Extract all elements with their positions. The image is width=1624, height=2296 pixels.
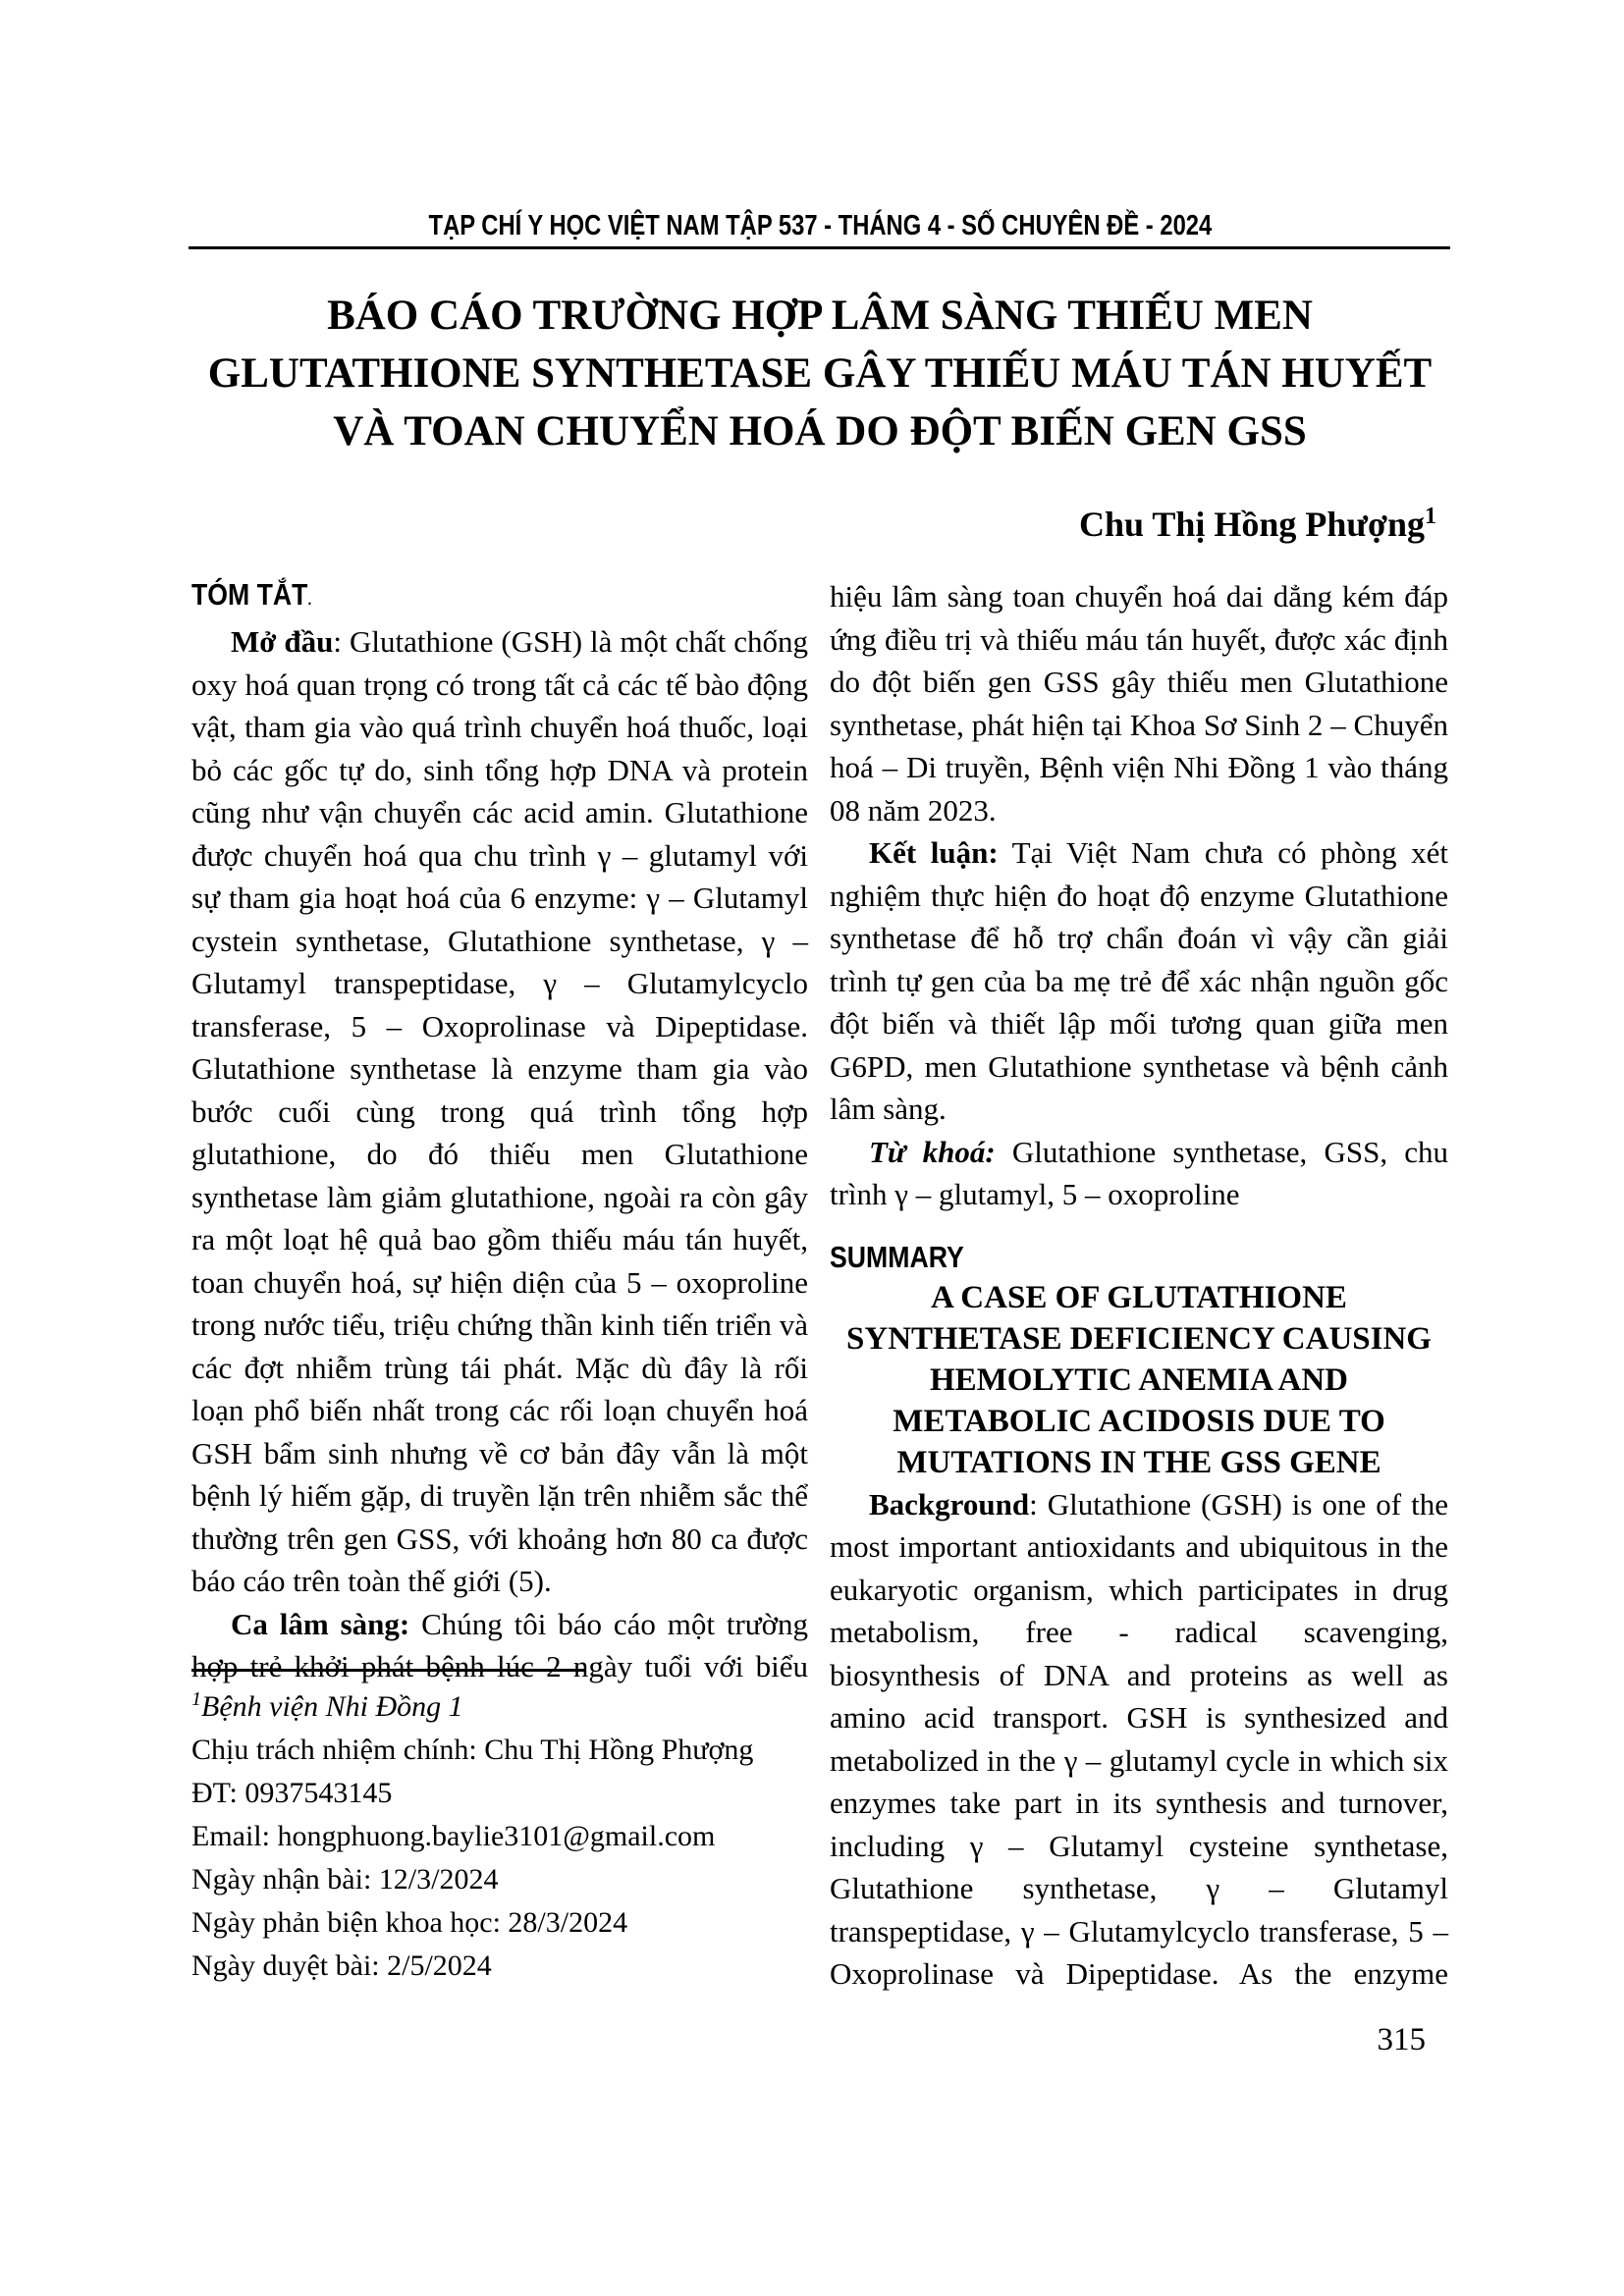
article-title <box>191 287 1448 460</box>
summary-en-title-line-2: SYNTHETASE DEFICIENCY CAUSING <box>846 1320 1432 1357</box>
summary-en-title-line-3: HEMOLYTIC ANEMIA AND <box>929 1362 1349 1398</box>
abstract-vi-keywords-text: Glutathione synthetase, GSS, chu trình γ – glutamyl, 5 – oxoproline <box>830 1134 1448 1211</box>
summary-en-background <box>830 1483 1448 1996</box>
right-column <box>830 575 1448 1996</box>
abstract-vi-case-text: Chúng tôi báo cáo một trường hợp trẻ khởi phát bệnh lúc 2 ngày tuổi với biểu <box>191 1606 808 1683</box>
abstract-vi-paragraph-intro <box>191 620 808 1603</box>
summary-en-title-line-4: METABOLIC ACIDOSIS DUE TO <box>893 1403 1385 1439</box>
article-title-line-1: BÁO CÁO TRƯỜNG HỢP LÂM SÀNG THIẾU MEN <box>327 293 1313 339</box>
author-name: Chu Thị Hồng Phượng <box>1078 505 1425 544</box>
footnote-divider <box>191 1669 584 1672</box>
footnote-phone: ĐT: 0937543145 <box>191 1777 393 1809</box>
summary-en-title-line-5: MUTATIONS IN THE GSS GENE <box>896 1444 1381 1480</box>
abstract-vi-heading <box>191 575 808 620</box>
article-title-line-2: GLUTATHIONE SYNTHETASE GÂY THIẾU MÁU TÁN HUYẾT <box>207 350 1433 397</box>
left-column <box>191 575 808 1688</box>
article-title-line-3: VÀ TOAN CHUYỂN HOÁ DO ĐỘT BIẾN GEN GSS <box>333 408 1307 454</box>
abstract-vi-case-label: Ca lâm sàng: <box>231 1606 410 1641</box>
footnote-affiliation <box>191 1685 808 1729</box>
footnote-review-date: Ngày phản biện khoa học: 28/3/2024 <box>191 1906 628 1939</box>
journal-running-head-text: TẠP CHÍ Y HỌC VIỆT NAM TẬP 537 - THÁNG 4 - SỐ CHUYÊN ĐỀ - 2024 <box>428 210 1212 241</box>
footnote-block <box>191 1669 808 1988</box>
summary-en-heading <box>830 1238 1448 1277</box>
summary-en-heading-text: SUMMARY <box>830 1239 964 1274</box>
abstract-vi-conclusion-label: Kết luận: <box>869 835 999 870</box>
footnote-affiliation-marker: 1 <box>191 1688 201 1710</box>
abstract-vi-intro-label: Mở đầu <box>231 624 334 659</box>
journal-running-head <box>191 209 1448 242</box>
abstract-vi-keywords <box>830 1131 1448 1216</box>
header-divider <box>189 246 1450 249</box>
abstract-vi-case-continuation: hiệu lâm sàng toan chuyển hoá dai dẳng kém đáp ứng điều trị và thiếu máu tán huyết, được xác định do đột biến gen GSS gây thiếu men Glutathione synthetase, phát hiện tại Khoa Sơ Sinh 2 – Chuyển hoá – Di truyền, Bệnh viện Nhi Đồng 1 vào tháng 08 năm 2023. <box>830 579 1448 828</box>
abstract-vi-paragraph-conclusion <box>830 831 1448 1131</box>
footnote-affiliation-text: Bệnh viện Nhi Đồng 1 <box>201 1690 463 1723</box>
author-affiliation-marker: 1 <box>1425 504 1436 529</box>
abstract-vi-intro-text: : Glutathione (GSH) là một chất chống oxy hoá quan trọng có trong tất cả các tế bào động vật, tham gia vào quá trình chuyển hoá thuốc, loại bỏ các gốc tự do, sinh tổng hợp DNA và protein cũng như vận chuyển các acid amin. Glutathione được chuyển hoá qua chu trình γ – glutamyl với sự tham gia hoạt hoá của 6 enzyme: γ – Glutamyl cystein synthetase, Glutathione synthetase, γ – Glutamyl transpeptidase, γ – Glutamylcyclo transferase, 5 – Oxoprolinase và Dipeptidase. Glutathione synthetase là enzyme tham gia vào bước cuối cùng trong quá trình tổng hợp glutathione, do đó thiếu men Glutathione synthetase làm giảm glutathione, ngoài ra còn gây ra một loạt hệ quả bao gồm thiếu máu tán huyết, toan chuyển hoá, sự hiện diện của 5 – oxoproline trong nước tiểu, triệu chứng thần kinh tiến triển và các đợt nhiễm trùng tái phát. Mặc dù đây là rối loạn phổ biến nhất trong các rối loạn chuyển hoá GSH bẩm sinh nhưng về cơ bản đây vẫn là một bệnh lý hiếm gặp, di truyền lặn trên nhiễm sắc thể thường trên gen GSS, với khoảng hơn 80 ca được báo cáo trên toàn thế giới (5). <box>191 624 808 1598</box>
footnote-corresponding-author: Chịu trách nhiệm chính: Chu Thị Hồng Phượng <box>191 1734 754 1766</box>
abstract-vi-heading-text: TÓM TẮT <box>191 577 308 612</box>
summary-en-title <box>830 1277 1448 1483</box>
footnote-received-date: Ngày nhận bài: 12/3/2024 <box>191 1863 499 1896</box>
summary-en-background-label: Background <box>869 1486 1030 1522</box>
abstract-vi-heading-dot: . <box>307 592 312 609</box>
page-number: 315 <box>1377 2022 1426 2057</box>
summary-en-title-line-1: A CASE OF GLUTATHIONE <box>931 1279 1347 1315</box>
summary-en-background-text: : Glutathione (GSH) is one of the most important antioxidants and ubiquitous in the eukaryotic organism, which participates in drug metabolism, free - radical scavenging, biosynthesis of DNA and proteins as well as amino acid transport. GSH is synthesized and metabolized in the γ – glutamyl cycle in which six enzymes take part in its synthesis and turnover, including γ – Glutamyl cysteine synthetase, Glutathione synthetase, γ – Glutamyl transpeptidase, γ – Glutamylcyclo transferase, 5 – Oxoprolinase và Dipeptidase. As the enzyme <box>830 1486 1448 1991</box>
footnote-email: Email: hongphuong.baylie3101@gmail.com <box>191 1820 716 1852</box>
abstract-vi-keywords-label: Từ khoá: <box>869 1134 996 1169</box>
footnote-accepted-date: Ngày duyệt bài: 2/5/2024 <box>191 1949 492 1982</box>
author-line <box>191 503 1436 546</box>
abstract-vi-conclusion-text: Tại Việt Nam chưa có phòng xét nghiệm thực hiện đo hoạt độ enzyme Glutathione synthetase để hỗ trợ chẩn đoán vì vậy cần giải trình tự gen của ba mẹ trẻ để xác nhận nguồn gốc đột biến và thiết lập mối tương quan giữa men G6PD, men Glutathione synthetase và bệnh cảnh lâm sàng. <box>830 835 1448 1126</box>
